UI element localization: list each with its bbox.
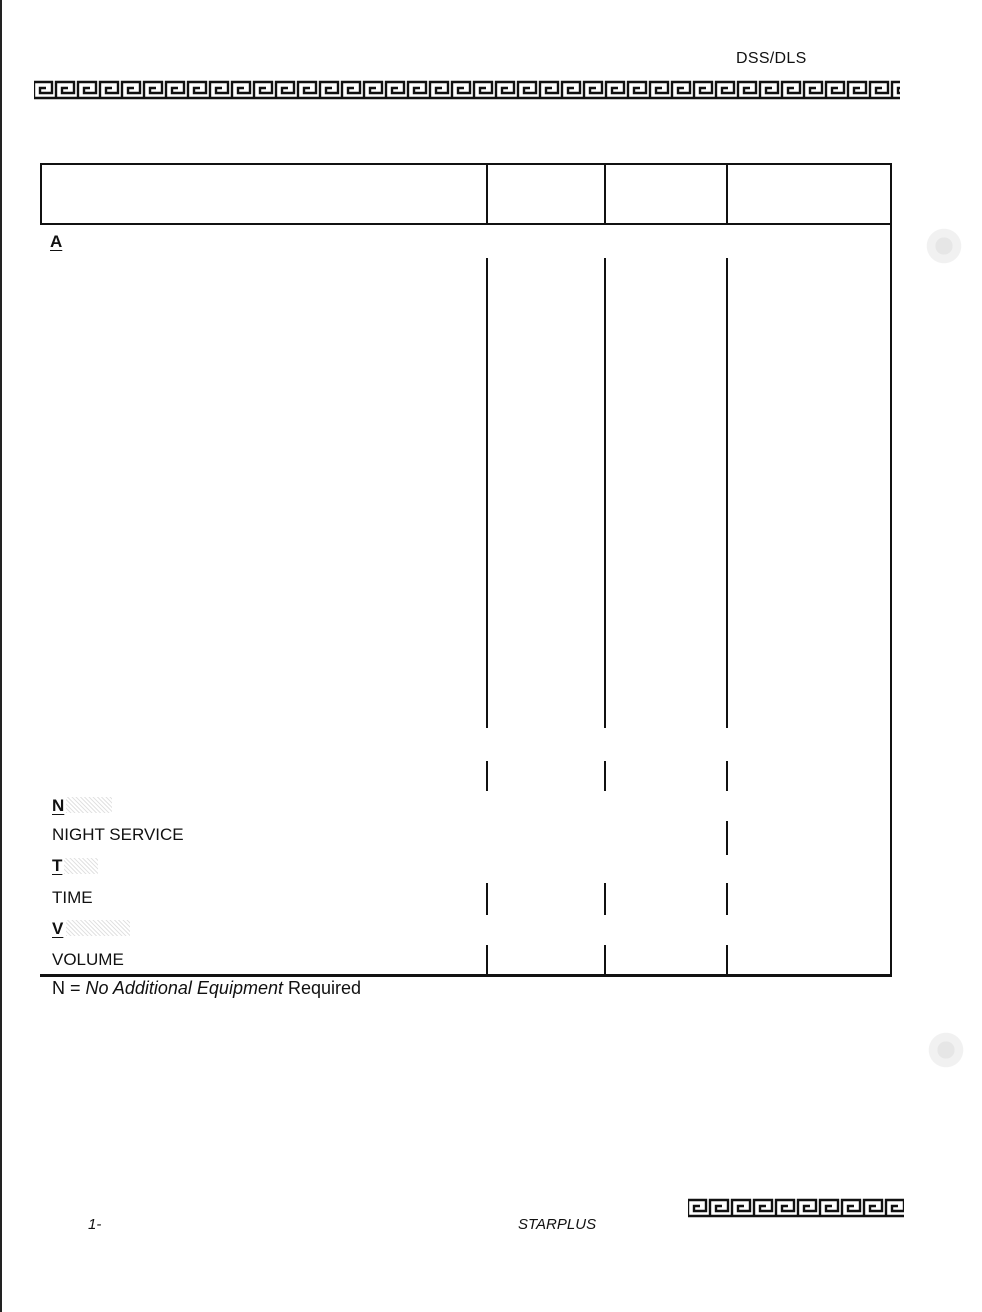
column-divider-2 [604,883,606,915]
table-right-border [890,163,892,977]
punch-hole-mark [924,226,964,266]
section-letter-a: A [50,232,63,251]
page-number: 1- [88,1216,102,1233]
features-table [40,163,892,977]
section-letter-t: T [52,856,63,875]
faded-heading [66,920,130,936]
column-divider-3 [726,761,728,791]
footnote-suffix: Required [282,978,362,998]
faded-heading [66,797,112,813]
column-divider-3 [726,883,728,915]
column-divider-1 [486,883,488,915]
column-divider-1 [486,945,488,975]
product-name: STARPLUS [518,1216,597,1233]
meander-border-bottom [688,1196,904,1220]
column-divider-2 [604,945,606,975]
column-divider-3 [726,163,728,223]
header-title: DSS/DLS [736,50,807,67]
table-header-divider [40,223,892,225]
column-divider-2 [604,258,606,728]
column-divider-3 [726,821,728,855]
section-letter-n: N [52,796,65,815]
column-divider-1 [486,163,488,223]
punch-hole-mark [926,1030,966,1070]
column-divider-1 [486,258,488,728]
row-night-service: NIGHT SERVICE [52,825,184,844]
column-divider-3 [726,945,728,975]
meander-border-top [34,78,900,102]
section-letter-v: V [52,919,64,938]
column-divider-2 [604,761,606,791]
row-time: TIME [52,888,93,907]
footnote-italic: No Additional Equipment [85,978,283,998]
table-bottom-border [40,974,892,977]
page-edge-rule [0,0,2,1312]
table-left-border [40,163,42,225]
footnote [52,978,361,999]
faded-heading [64,858,98,874]
table-top-border [40,163,892,165]
row-volume: VOLUME [52,950,124,969]
footnote-prefix: N = [52,978,86,998]
column-divider-1 [486,761,488,791]
column-divider-2 [604,163,606,223]
column-divider-3 [726,258,728,728]
